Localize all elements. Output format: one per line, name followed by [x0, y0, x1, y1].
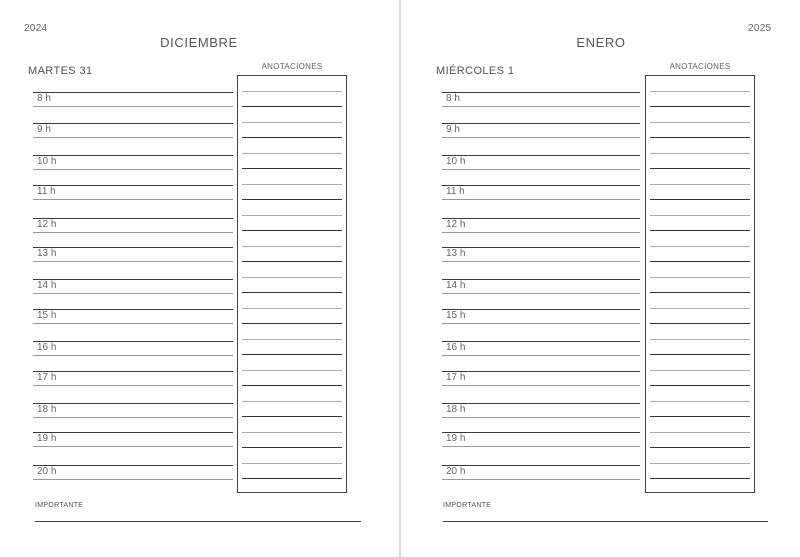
notes-box[interactable] — [237, 75, 347, 493]
year-label: 2024 — [24, 23, 48, 34]
left-page — [0, 0, 398, 557]
hour-label: 11 h — [446, 186, 465, 197]
month-title: ENERO — [576, 35, 626, 50]
hour-slot[interactable] — [442, 111, 640, 143]
hour-label: 17 h — [37, 372, 57, 383]
hour-slot[interactable] — [33, 453, 233, 485]
hour-slot[interactable] — [33, 80, 233, 112]
hour-slot[interactable] — [442, 206, 640, 238]
hour-slot[interactable] — [33, 143, 233, 175]
hour-label: 19 h — [37, 433, 57, 444]
hour-slot[interactable] — [442, 453, 640, 485]
hour-slot[interactable] — [33, 173, 233, 205]
hour-label: 15 h — [446, 310, 466, 321]
important-line[interactable] — [443, 521, 768, 522]
hour-slot[interactable] — [33, 235, 233, 267]
hour-label: 18 h — [37, 404, 57, 415]
hour-label: 20 h — [446, 466, 466, 477]
day-title: MIÉRCOLES 1 — [436, 65, 515, 77]
hour-label: 20 h — [37, 466, 57, 477]
hour-label: 11 h — [37, 186, 56, 197]
year-label: 2025 — [748, 23, 772, 34]
hour-label: 12 h — [446, 219, 466, 230]
hour-slot[interactable] — [442, 80, 640, 112]
hour-slot[interactable] — [33, 206, 233, 238]
hour-slot[interactable] — [442, 329, 640, 361]
important-line[interactable] — [35, 521, 361, 522]
hour-schedule — [442, 80, 640, 494]
hour-label: 9 h — [446, 124, 460, 135]
month-title: DICIEMBRE — [160, 35, 238, 50]
hour-label: 13 h — [446, 248, 466, 259]
hour-slot[interactable] — [33, 359, 233, 391]
hour-label: 16 h — [446, 342, 466, 353]
hour-slot[interactable] — [33, 391, 233, 423]
page-spine — [399, 0, 401, 557]
hour-slot[interactable] — [442, 173, 640, 205]
hour-label: 14 h — [37, 280, 57, 291]
hour-label: 8 h — [37, 93, 51, 104]
hour-label: 9 h — [37, 124, 51, 135]
hour-slot[interactable] — [33, 297, 233, 329]
day-title: MARTES 31 — [28, 65, 93, 77]
hour-label: 17 h — [446, 372, 466, 383]
hour-label: 19 h — [446, 433, 466, 444]
hour-slot[interactable] — [442, 391, 640, 423]
hour-label: 16 h — [37, 342, 57, 353]
right-page — [402, 0, 800, 557]
hour-label: 10 h — [37, 156, 57, 167]
notes-box[interactable] — [645, 75, 755, 493]
hour-label: 12 h — [37, 219, 57, 230]
hour-slot[interactable] — [33, 329, 233, 361]
hour-slot[interactable] — [442, 235, 640, 267]
hour-label: 14 h — [446, 280, 466, 291]
hour-label: 15 h — [37, 310, 57, 321]
hour-label: 10 h — [446, 156, 466, 167]
hour-slot[interactable] — [442, 420, 640, 452]
hour-slot[interactable] — [442, 143, 640, 175]
notes-title: ANOTACIONES — [669, 62, 731, 71]
hour-slot[interactable] — [442, 359, 640, 391]
hour-slot[interactable] — [33, 267, 233, 299]
hour-label: 18 h — [446, 404, 466, 415]
hour-label: 8 h — [446, 93, 460, 104]
important-label: IMPORTANTE — [35, 502, 84, 509]
hour-label: 13 h — [37, 248, 57, 259]
important-label: IMPORTANTE — [443, 502, 492, 509]
hour-slot[interactable] — [442, 297, 640, 329]
hour-slot[interactable] — [33, 420, 233, 452]
hour-slot[interactable] — [442, 267, 640, 299]
notes-title: ANOTACIONES — [261, 62, 323, 71]
hour-schedule — [33, 80, 233, 494]
hour-slot[interactable] — [33, 111, 233, 143]
